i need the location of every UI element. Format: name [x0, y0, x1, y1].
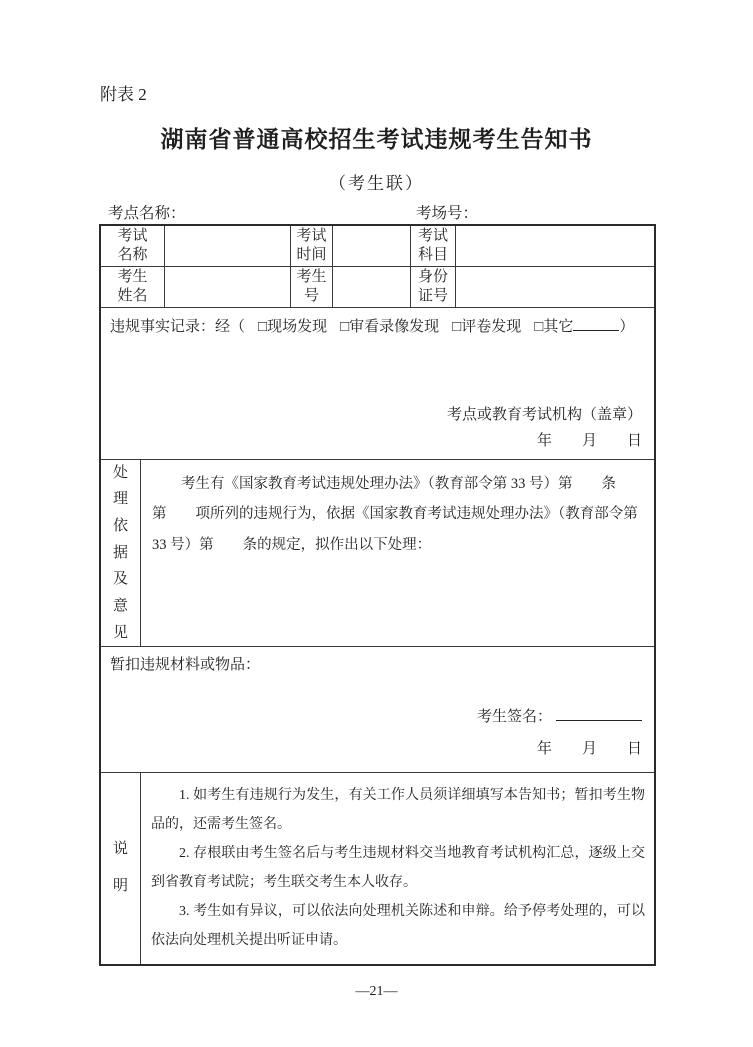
violation-form-table [99, 224, 656, 966]
candidate-no-value-cell [333, 267, 411, 308]
note-item-1: 1. 如考生有违规行为发生，有关工作人员须详细填写本告知书；暂扣考生物品的，还需考生签名。 [151, 788, 645, 832]
exam-subject-label-cell [411, 226, 456, 267]
option-video-review-discovery [340, 319, 439, 335]
signature-block [101, 701, 654, 773]
candidate-name-value-cell [165, 267, 291, 308]
exam-time-value-cell [333, 226, 411, 267]
violation-record-section [101, 308, 654, 460]
signature-blank-line [556, 707, 642, 721]
signature-line [101, 701, 642, 733]
violation-record-label: 违规事实记录：经（ [110, 319, 246, 335]
option-grading-label: 评卷发现 [461, 319, 522, 335]
note-item-3: 3. 考生如有异议，可以依法向处理机关陈述和申辩。给予停考处理的，可以依法向处理机关提出听证申请。 [151, 903, 645, 948]
notes-content [141, 773, 654, 964]
notes-section [101, 773, 654, 964]
document-subtitle: （考生联） [329, 174, 424, 193]
handling-side-label: 处理依据及意见 [112, 464, 128, 641]
handling-line-1: 考生有《国家教育考试违规处理办法》（教育部令第 33 号）第 条 [181, 476, 616, 492]
exam-subject-value-cell [456, 226, 654, 267]
handling-line-2: 第 项所列的违规行为，依据《国家教育考试违规处理办法》（教育部令第 [152, 506, 638, 523]
seized-items-section [101, 647, 654, 773]
handling-content [141, 460, 654, 646]
handling-basis-section [101, 460, 654, 647]
exam-info-grid [101, 226, 654, 308]
stamp-line: 考点或教育考试机构（盖章） [446, 406, 642, 423]
exam-time-label: 考试时间 [296, 227, 327, 263]
handling-side-label-cell [101, 460, 141, 646]
candidate-name-label: 考生姓名 [117, 268, 148, 304]
notes-side-label: 说明 [112, 840, 128, 895]
option-grading-discovery [452, 319, 521, 335]
violation-record-close-paren: ） [619, 319, 635, 335]
checkbox-icon: □ [340, 319, 350, 335]
option-onsite-discovery [258, 319, 327, 335]
option-other [534, 319, 619, 335]
option-onsite-label: 现场发现 [267, 319, 328, 335]
candidate-name-label-cell [101, 267, 165, 308]
room-no-label: 考场号： [416, 205, 479, 222]
exam-time-label-cell [291, 226, 333, 267]
signature-date-line: 年 月 日 [536, 740, 642, 757]
checkbox-icon: □ [452, 319, 462, 335]
id-number-label-cell [411, 267, 456, 308]
candidate-no-label: 考生号 [296, 268, 327, 304]
checkbox-icon: □ [258, 319, 268, 335]
note-item-2: 2. 存根联由考生签名后与考生违规材料交当地教育考试机构汇总，逐级上交到省教育考试院；考生联交考生本人收存。 [151, 845, 645, 890]
id-number-label: 身份证号 [417, 268, 448, 304]
exam-name-value-cell [165, 226, 291, 267]
stamp-block [101, 402, 654, 460]
id-number-value-cell [456, 267, 654, 308]
appendix-label: 附表 2 [100, 85, 147, 104]
checkbox-icon: □ [534, 319, 544, 335]
candidate-no-label-cell [291, 267, 333, 308]
option-other-label: 其它 [543, 319, 574, 335]
other-blank-line [573, 317, 619, 331]
exam-name-label-cell [101, 226, 165, 267]
site-room-row [108, 201, 656, 223]
signature-label: 考生签名： [476, 708, 552, 725]
stamp-date-line: 年 月 日 [536, 432, 642, 449]
site-name-label: 考点名称： [108, 205, 186, 222]
violation-record-line [101, 308, 654, 336]
page-number: —21— [355, 984, 398, 999]
document-title: 湖南省普通高校招生考试违规考生告知书 [160, 127, 593, 152]
handling-line-3: 33 号）第 条的规定，拟作出以下处理： [152, 536, 432, 553]
exam-subject-label: 考试科目 [417, 227, 448, 263]
notes-side-label-cell [101, 773, 141, 964]
seized-items-label: 暂扣违规材料或物品： [110, 657, 261, 673]
option-video-review-label: 审看录像发现 [349, 319, 440, 335]
exam-name-label: 考试名称 [117, 227, 148, 263]
